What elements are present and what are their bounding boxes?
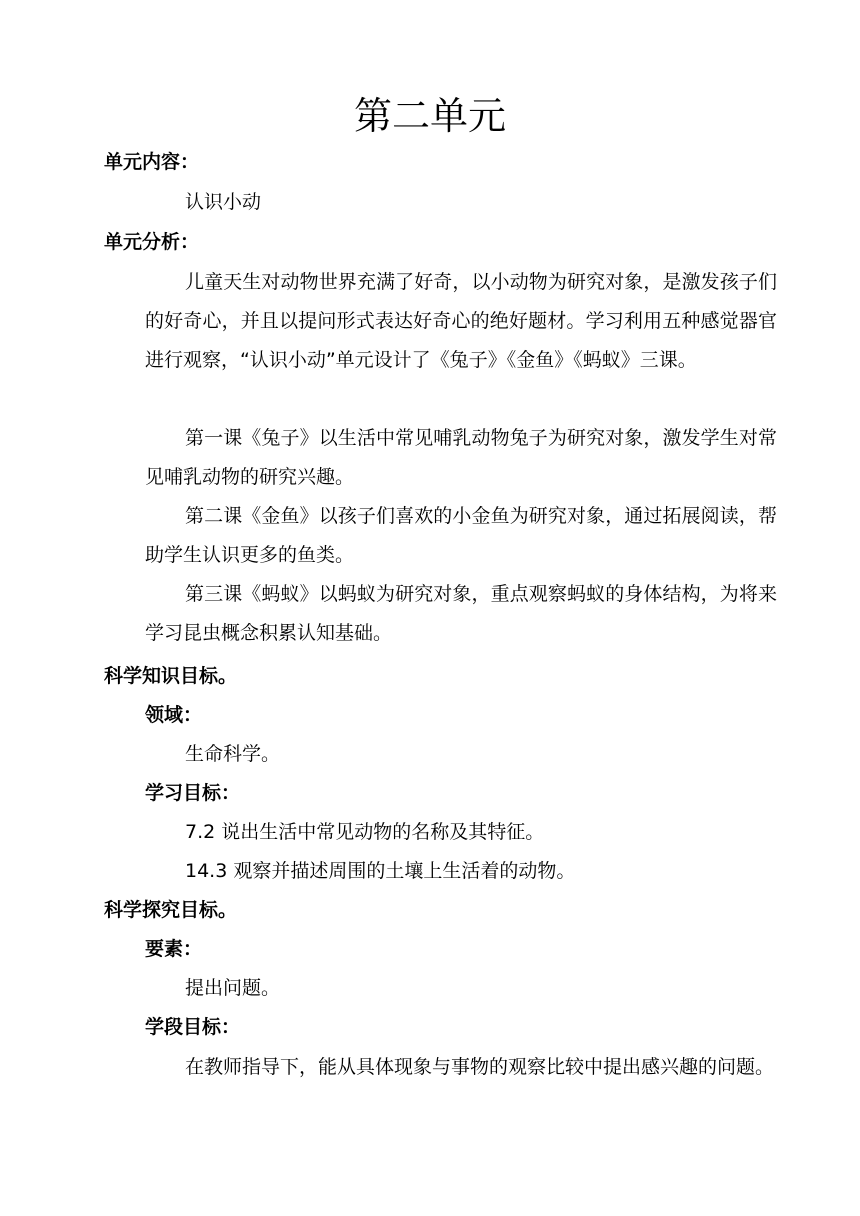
learning-goal-item-1: 7.2 说出生活中常见动物的名称及其特征。: [185, 821, 545, 843]
domain-heading: 领域：: [145, 704, 203, 726]
stage-goals-text: 在教师指导下，能从具体现象与事物的观察比较中提出感兴趣的问题。: [185, 1056, 775, 1078]
analysis-paragraph-3: 第二课《金鱼》以孩子们喜欢的小金鱼为研究对象，通过拓展阅读，帮助学生认识更多的鱼类。: [145, 505, 777, 566]
analysis-paragraph-4: 第三课《蚂蚁》以蚂蚁为研究对象，重点观察蚂蚁的身体结构，为将来学习昆虫概念积累认知基础。: [145, 583, 777, 644]
learning-goal-item-2: 14.3 观察并描述周围的土壤上生活着的动物。: [185, 860, 576, 882]
inquiry-goals-heading: 科学探究目标。: [104, 899, 238, 921]
unit-analysis-heading: 单元分析：: [104, 231, 200, 253]
element-text: 提出问题。: [185, 977, 281, 999]
unit-content-heading: 单元内容：: [104, 151, 200, 173]
analysis-paragraph-1: 儿童天生对动物世界充满了好奇，以小动物为研究对象，是激发孩子们的好奇心，并且以提问形式表达好奇心的绝好题材。学习利用五种感觉器官进行观察，“认识小动”单元设计了《兔子》《金鱼》《蚂蚁》三课。: [145, 271, 777, 371]
analysis-paragraph-2: 第一课《兔子》以生活中常见哺乳动物兔子为研究对象，激发学生对常见哺乳动物的研究兴趣。: [145, 427, 777, 488]
unit-content-text: 认识小动: [185, 191, 262, 213]
page-title: 第二单元: [353, 94, 506, 138]
learning-goals-heading: 学习目标：: [145, 782, 241, 804]
stage-goals-heading: 学段目标：: [145, 1016, 241, 1038]
element-heading: 要素：: [145, 938, 203, 960]
knowledge-goals-heading: 科学知识目标。: [104, 665, 238, 687]
domain-text: 生命科学。: [185, 743, 281, 765]
